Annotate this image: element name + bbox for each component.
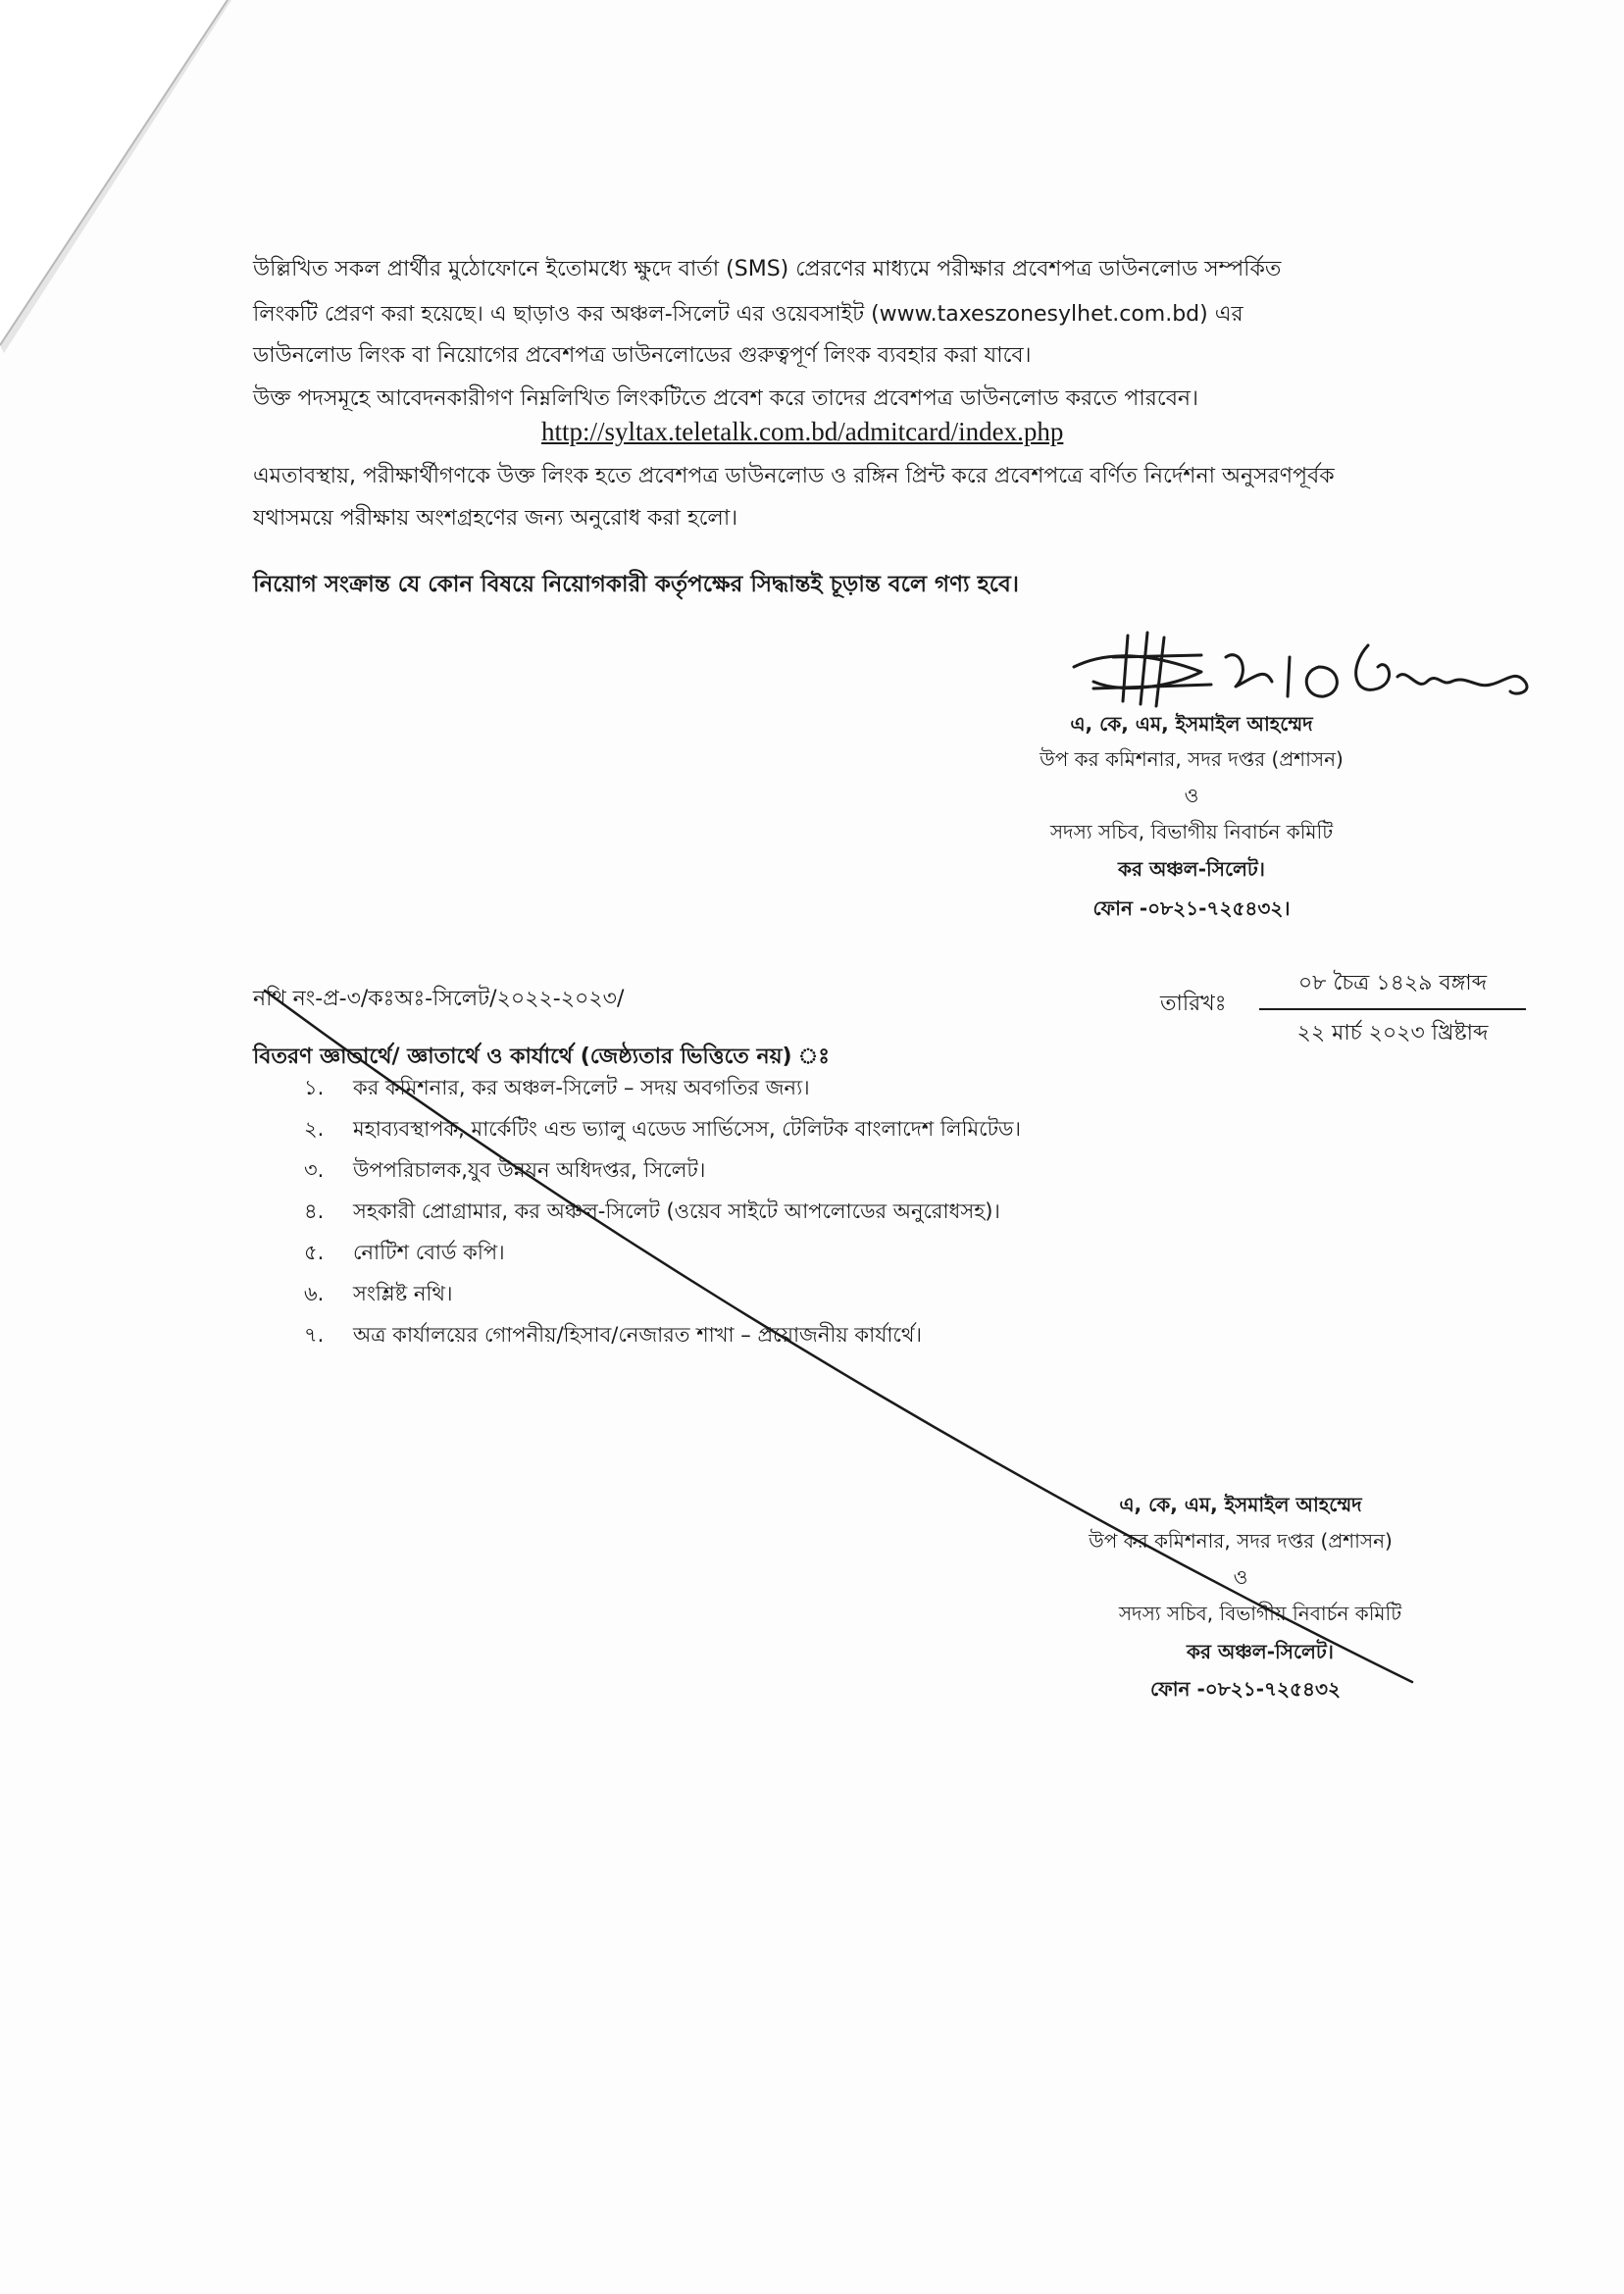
date-box	[1259, 966, 1526, 1052]
list-item: ৪. সহকারী প্রোগ্রামার, কর অঞ্চল-সিলেট (ওয়েব সাইটে আপলোডের অনুরোধসহ)।	[304, 1199, 1000, 1223]
bottom-signatory-office: কর অঞ্চল-সিলেট।	[1187, 1640, 1334, 1663]
list-item: ২. মহাব্যবস্থাপক, মার্কেটিং এন্ড ভ্যালু এডেড সার্ভিসেস, টেলিটক বাংলাদেশ লিমিটেড।	[304, 1117, 1022, 1141]
list-item: ১. কর কমিশনার, কর অঞ্চল-সিলেট – সদয় অবগতির জন্য।	[304, 1076, 810, 1099]
bottom-signatory-role: সদস্য সচিব, বিভাগীয় নিবার্চন কমিটি	[1118, 1602, 1402, 1625]
signatory-phone: ফোন -০৮২১-৭২৫৪৩২।	[1092, 896, 1291, 920]
date-label: তারিখঃ	[1160, 992, 1227, 1016]
final-notice: নিয়োগ সংক্রান্ত যে কোন বিষয়ে নিয়োগকারী কর্তৃপক্ষের সিদ্ধান্তই চূড়ান্ত বলে গণ্য হবে।	[253, 572, 1020, 597]
admit-card-link[interactable]: http://syltax.teletalk.com.bd/admitcard/index.php	[541, 417, 1064, 446]
bottom-signatory-conjunction: ও	[1233, 1565, 1248, 1589]
paragraph-1-line-3: ডাউনলোড লিংক বা নিয়োগের প্রবেশপত্র ডাউনলোডের গুরুত্বপূর্ণ লিংক ব্যবহার করা যাবে।	[253, 343, 1032, 368]
distribution-heading: বিতরণ জ্ঞাতার্থে/ জ্ঞাতার্থে ও কার্যার্থে (জেষ্ঠ্যতার ভিত্তিতে নয়) ঃ	[253, 1045, 831, 1069]
handwritten-signature	[1054, 628, 1584, 716]
memo-reference: নথি নং-প্র-৩/কঃঅঃ-সিলেট/২০২২-২০২৩/	[253, 987, 625, 1011]
bottom-signatory-name: এ, কে, এম, ইসমাইল আহম্মেদ	[1119, 1493, 1362, 1516]
paragraph-1-line-1: উল্লিখিত সকল প্রার্থীর মুঠোফোনে ইতোমধ্যে ক্ষুদে বার্তা (SMS) প্রেরণের মাধ্যমে পরীক্ষার প্রবেশপত্র ডাউনলোড সম্পর্কিত	[253, 257, 1282, 281]
signatory-office: কর অঞ্চল-সিলেট।	[1118, 857, 1265, 881]
date-english: ২২ মার্চ ২০২৩ খ্রিষ্টাব্দ	[1296, 1021, 1489, 1045]
paragraph-3-line-1: এমতাবস্থায়, পরীক্ষার্থীগণকে উক্ত লিংক হতে প্রবেশপত্র ডাউনলোড ও রঙ্গিন প্রিন্ট করে প্রবেশপত্রে বর্ণিত নির্দেশনা অনুসরণপূর্বক	[253, 464, 1335, 488]
paragraph-3-line-2: যথাসময়ে পরীক্ষায় অংশগ্রহণের জন্য অনুরোধ করা হলো।	[253, 506, 738, 531]
date-bangla: ০৮ চৈত্র ১৪২৯ বঙ্গাব্দ	[1259, 966, 1526, 1010]
distribution-list	[304, 1072, 1021, 1360]
signatory-name: এ, কে, এম, ইসমাইল আহম্মেদ	[1070, 712, 1313, 736]
list-item: ৫. নোটিশ বোর্ড কপি।	[304, 1241, 505, 1264]
list-item: ৭. অত্র কার্যালয়ের গোপনীয়/হিসাব/নেজারত শাখা – প্রয়োজনীয় কার্যার্থে।	[304, 1323, 922, 1347]
list-item: ৩. উপপরিচালক,যুব উন্নয়ন অধিদপ্তর, সিলেট।	[304, 1158, 706, 1182]
bottom-signatory-designation: উপ কর কমিশনার, সদর দপ্তর (প্রশাসন)	[1089, 1529, 1393, 1553]
paragraph-2: উক্ত পদসমূহে আবেদনকারীগণ নিম্নলিখিত লিংকটিতে প্রবেশ করে তাদের প্রবেশপত্র ডাউনলোড করতে পারবেন।	[253, 386, 1198, 411]
signatory-designation: উপ কর কমিশনার, সদর দপ্তর (প্রশাসন)	[1040, 747, 1344, 771]
paragraph-1-line-2: লিংকটি প্রেরণ করা হয়েছে। এ ছাড়াও কর অঞ্চল-সিলেট এর ওয়েবসাইট (www.taxeszonesylhet.com.bd) এর	[253, 302, 1243, 327]
signatory-conjunction: ও	[1184, 784, 1199, 807]
bottom-signatory-phone: ফোন -০৮২১-৭২৫৪৩২	[1150, 1677, 1341, 1701]
page-fold-corner	[0, 0, 255, 353]
signatory-role: সদস্য সচিব, বিভাগীয় নিবার্চন কমিটি	[1049, 820, 1334, 843]
list-item: ৬. সংশ্লিষ্ট নথি।	[304, 1282, 453, 1305]
